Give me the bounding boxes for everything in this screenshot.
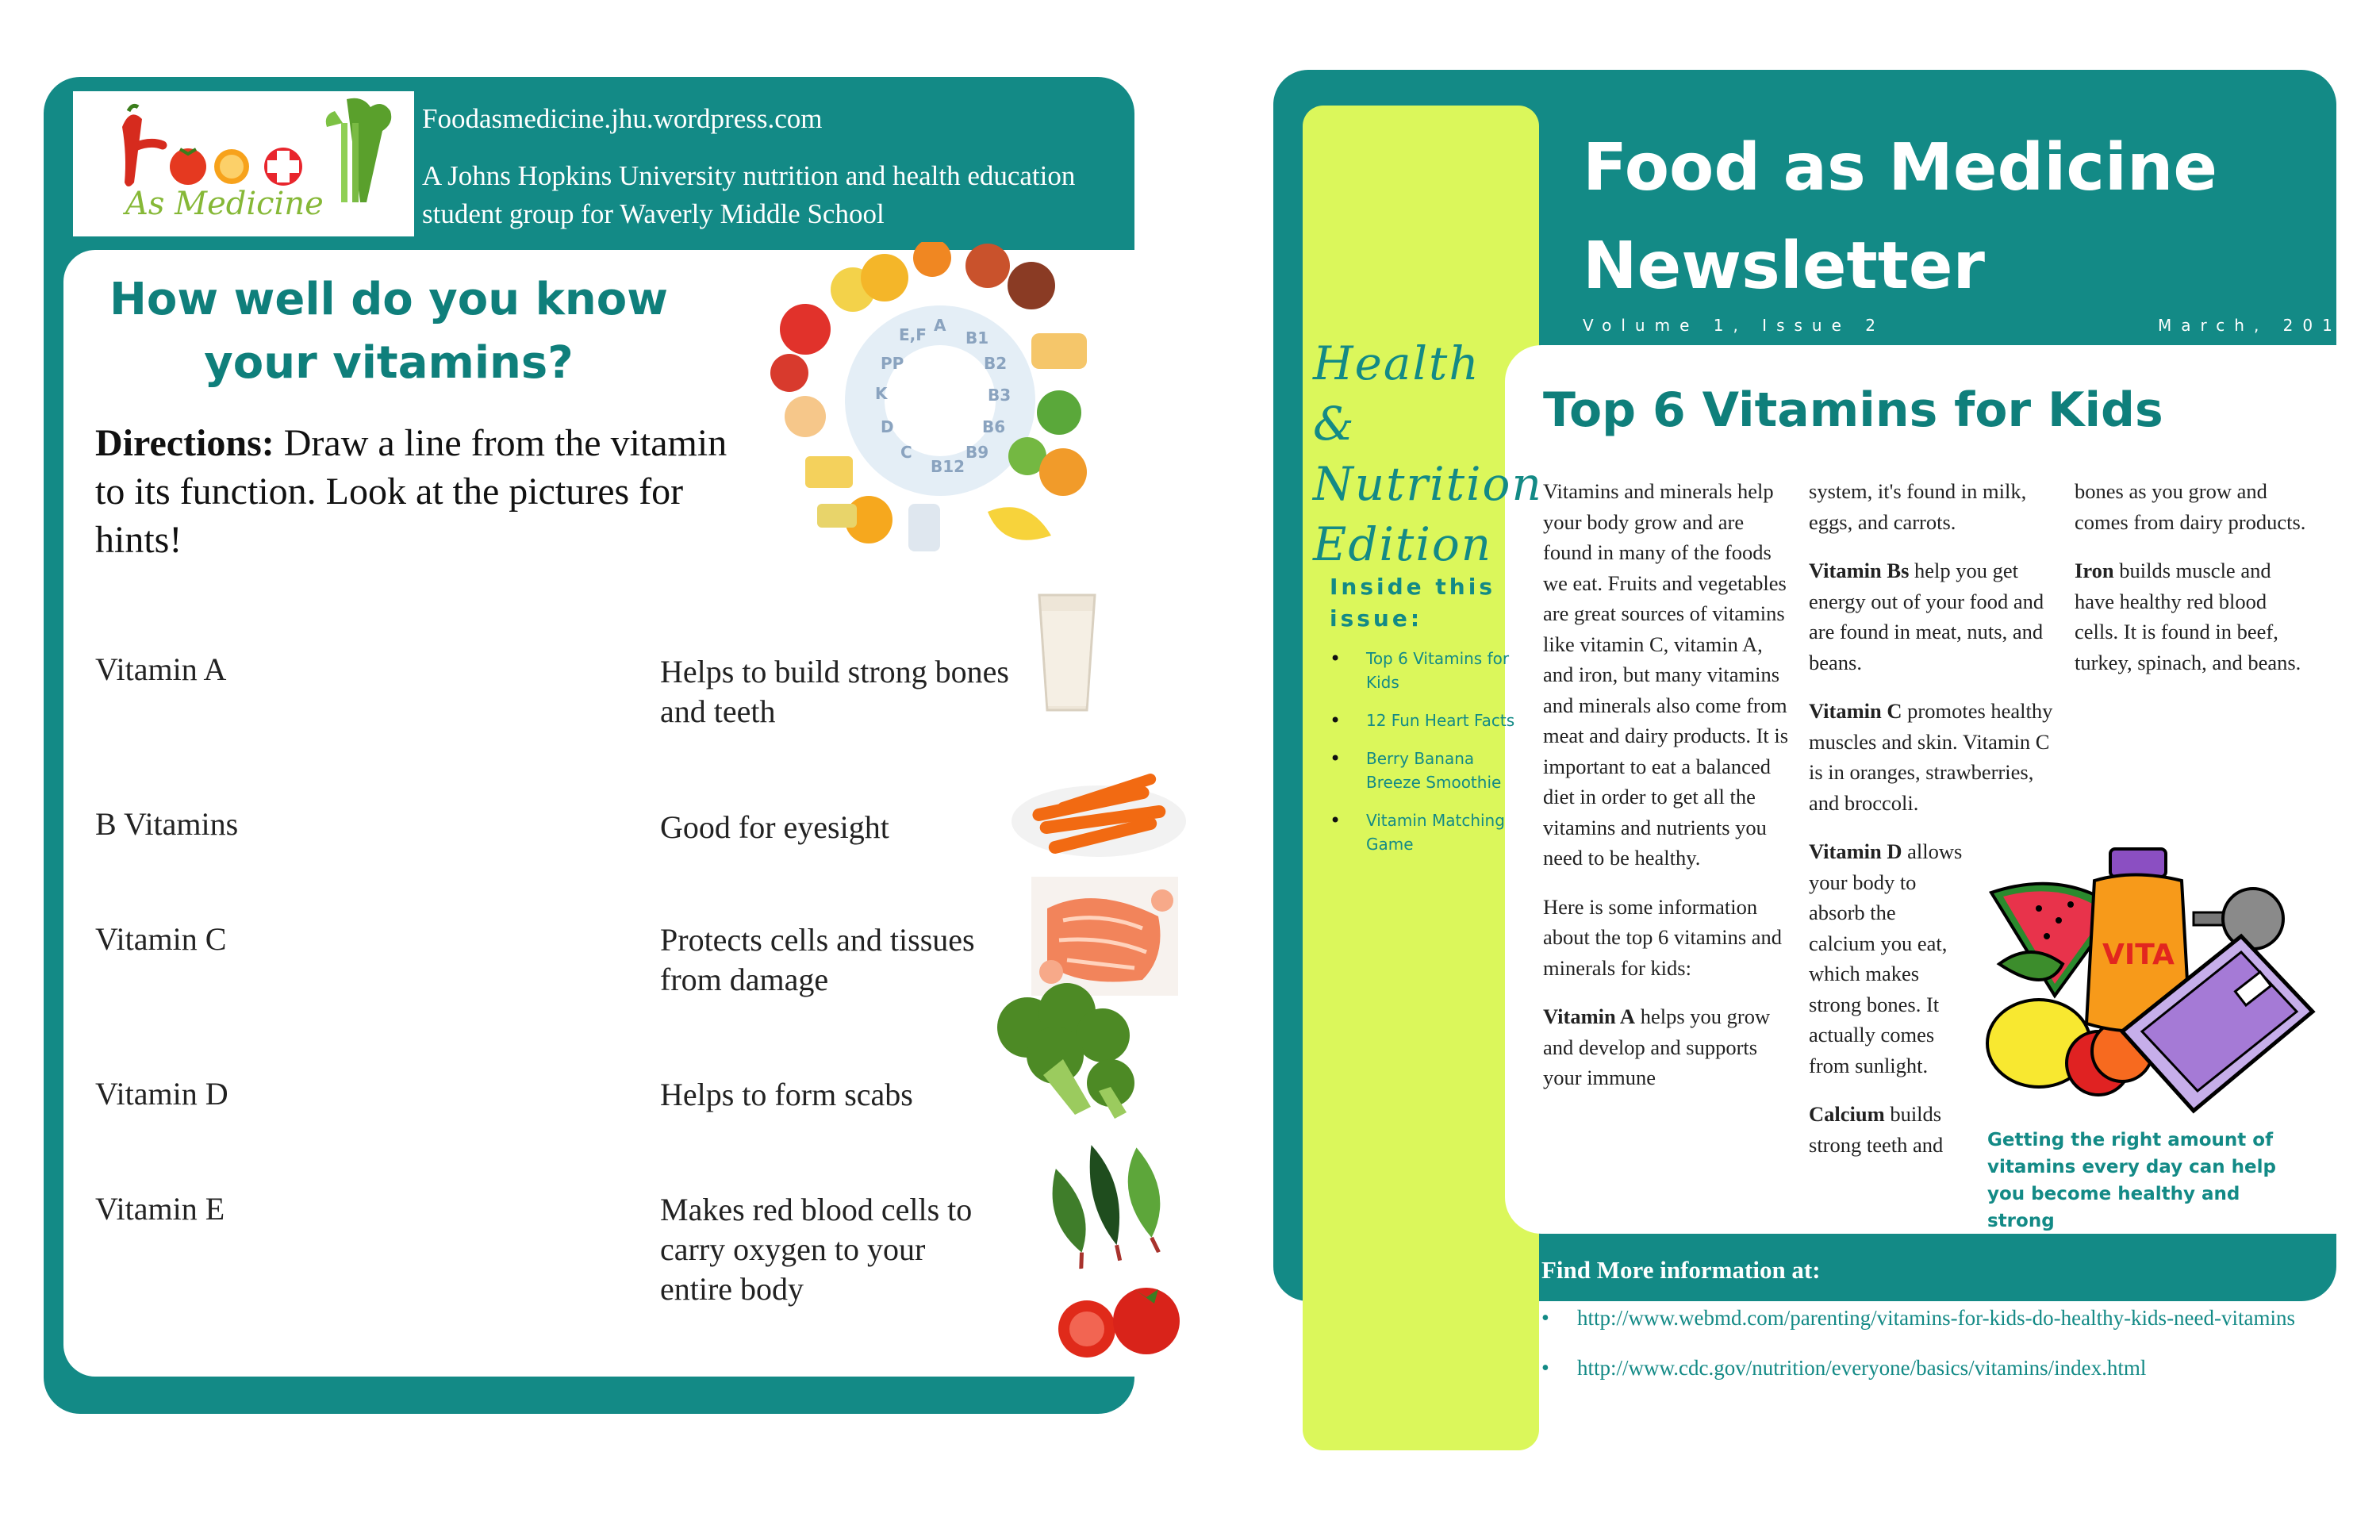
newsletter-title <box>1583 119 2297 316</box>
vitamin-d-label: Vitamin D <box>1809 839 1902 863</box>
edition-line2: Nutrition <box>1313 457 1543 511</box>
article-column-1 <box>1543 476 1795 1112</box>
svg-text:K: K <box>875 384 888 403</box>
vitamin-wheel-icon <box>758 242 1123 563</box>
inside-issue-title: Inside this issue: <box>1330 574 1495 632</box>
function-item: Makes red blood cells to carry oxygen to your entire body <box>660 1192 973 1307</box>
newsletter-title-line2: Newsletter <box>1583 229 1985 304</box>
vitamin-b-text: help you get energy out of your food and are found in meat, nuts, and beans. <box>1809 559 2044 674</box>
quiz-title-line2: your vitamins? <box>204 337 574 389</box>
article-paragraph <box>1809 1099 1967 1160</box>
vitamin-a-text: helps you grow and develop and supports your immune <box>1543 1004 1771 1089</box>
logo-tagline: As Medicine <box>125 186 324 222</box>
edition-line1: Health & <box>1313 336 1480 451</box>
clipart-caption: Getting the right amount of vitamins every day can help you become healthy and strong <box>1987 1130 2276 1231</box>
quiz-directions <box>95 419 730 564</box>
svg-text:B3: B3 <box>988 386 1012 405</box>
svg-text:E,F: E,F <box>899 325 927 344</box>
iron-label: Iron <box>2075 559 2114 582</box>
resource-link[interactable]: • http://www.cdc.gov/nutrition/everyone/basics/vitamins/index.html <box>1541 1356 2295 1381</box>
function-item: Helps to build strong bones and teeth <box>660 654 1009 729</box>
vitamin-wheel-illustration <box>758 242 1123 563</box>
milk-glass-icon <box>1035 591 1099 722</box>
article-paragraph: Vitamins and minerals help your body grow and are found in many of the foods we eat. Fruits and vegetables are great sources of vitamins like vitamin C, vitamin A, and iron, but many vitamins and minerals also come from meat and dairy products. It is important to eat a balanced diet in order to get all the vitamins and nutrients you need to be healthy. <box>1543 479 1789 870</box>
header-description: A Johns Hopkins University nutrition and health education student group for Waverly Middle School <box>422 160 1076 229</box>
svg-text:PP: PP <box>881 354 904 373</box>
logo-icon <box>73 91 414 236</box>
vitamin-item: Vitamin A <box>95 651 227 687</box>
quiz-title <box>71 268 706 395</box>
directions-label: Directions: <box>95 422 274 464</box>
inside-issue-item[interactable]: • Top 6 Vitamins for Kids <box>1330 647 1520 694</box>
vitamin-bottle-scale-icon <box>1983 845 2317 1119</box>
find-more-heading: Find More information at: <box>1541 1256 1821 1284</box>
directions-text: Draw a line from the vitamin to its function. Look at the pictures for hints! <box>95 422 727 561</box>
article-paragraph <box>1809 555 2061 678</box>
broccoli-icon <box>980 980 1150 1131</box>
inside-issue-list <box>1330 647 1520 870</box>
resource-link[interactable]: • http://www.webmd.com/parenting/vitamins-for-kids-do-healthy-kids-need-vitamins <box>1541 1306 2295 1331</box>
article-column-3 <box>2075 476 2313 696</box>
clipart-bottle-label: VITA <box>2102 939 2175 971</box>
edition-title <box>1313 333 1543 574</box>
article-paragraph: bones as you grow and comes from dairy products. <box>2075 479 2306 534</box>
food-as-medicine-logo <box>73 91 414 236</box>
article-paragraph: Here is some information about the top 6 vitamins and minerals for kids: <box>1543 894 1783 980</box>
vitamin-item: B Vitamins <box>95 806 239 842</box>
svg-text:B1: B1 <box>965 328 989 348</box>
article-paragraph <box>1809 836 1967 1081</box>
svg-text:B9: B9 <box>965 443 989 462</box>
vitamin-item: Vitamin C <box>95 921 227 957</box>
calcium-label: Calcium <box>1809 1102 1885 1126</box>
inside-issue-item[interactable]: • Berry Banana Breeze Smoothie <box>1330 747 1520 794</box>
vitamin-item: Vitamin D <box>95 1076 228 1112</box>
leafy-greens-icon <box>1031 1135 1186 1265</box>
article-title: Top 6 Vitamins for Kids <box>1543 382 2163 438</box>
calcium-text: builds strong teeth and <box>1809 1102 1944 1157</box>
newsletter-title-line1: Food as Medicine <box>1583 130 2218 205</box>
issue-date: March, 2014 <box>2158 316 2362 335</box>
inside-issue-item[interactable]: • Vitamin Matching Game <box>1330 808 1520 856</box>
svg-text:B6: B6 <box>982 417 1006 436</box>
vitamin-d-text: allows your body to absorb the calcium you eat, which makes strong bones. It actually comes from sunlight. <box>1809 839 1963 1077</box>
iron-text: builds muscle and have healthy red blood cells. It is found in beef, turkey, spinach, and beans. <box>2075 559 2301 674</box>
quiz-title-line1: How well do you know <box>109 274 668 325</box>
function-item: Helps to form scabs <box>660 1077 913 1112</box>
carrots-icon <box>1008 766 1190 865</box>
vitamin-item: Vitamin E <box>95 1191 225 1227</box>
article-paragraph <box>2075 555 2313 678</box>
function-item: Protects cells and tissues from damage <box>660 922 975 997</box>
article-paragraph <box>1809 696 2061 818</box>
resource-links <box>1541 1306 2295 1406</box>
svg-text:B12: B12 <box>931 457 965 476</box>
volume-issue: Volume 1, Issue 2 <box>1583 316 1885 335</box>
vitamin-a-label: Vitamin A <box>1543 1004 1636 1028</box>
svg-text:D: D <box>881 417 894 436</box>
vitamin-b-label: Vitamin Bs <box>1809 559 1910 582</box>
svg-text:C: C <box>900 443 912 462</box>
vitamin-c-text: promotes healthy muscles and skin. Vitamin C is in oranges, strawberries, and broccoli. <box>1809 699 2053 815</box>
svg-text:A: A <box>934 316 946 335</box>
tomatoes-icon <box>1047 1277 1190 1369</box>
svg-text:B2: B2 <box>984 354 1008 373</box>
article-paragraph: system, it's found in milk, eggs, and carrots. <box>1809 479 2027 534</box>
header-url[interactable]: Foodasmedicine.jhu.wordpress.com <box>422 103 823 134</box>
function-item: Good for eyesight <box>660 809 889 845</box>
article-paragraph <box>1543 1001 1795 1093</box>
edition-line3: Edition <box>1313 517 1493 571</box>
vitamin-c-label: Vitamin C <box>1809 699 1902 723</box>
vitamins-clipart <box>1983 845 2317 1119</box>
inside-issue-item[interactable]: • 12 Fun Heart Facts <box>1330 709 1520 732</box>
